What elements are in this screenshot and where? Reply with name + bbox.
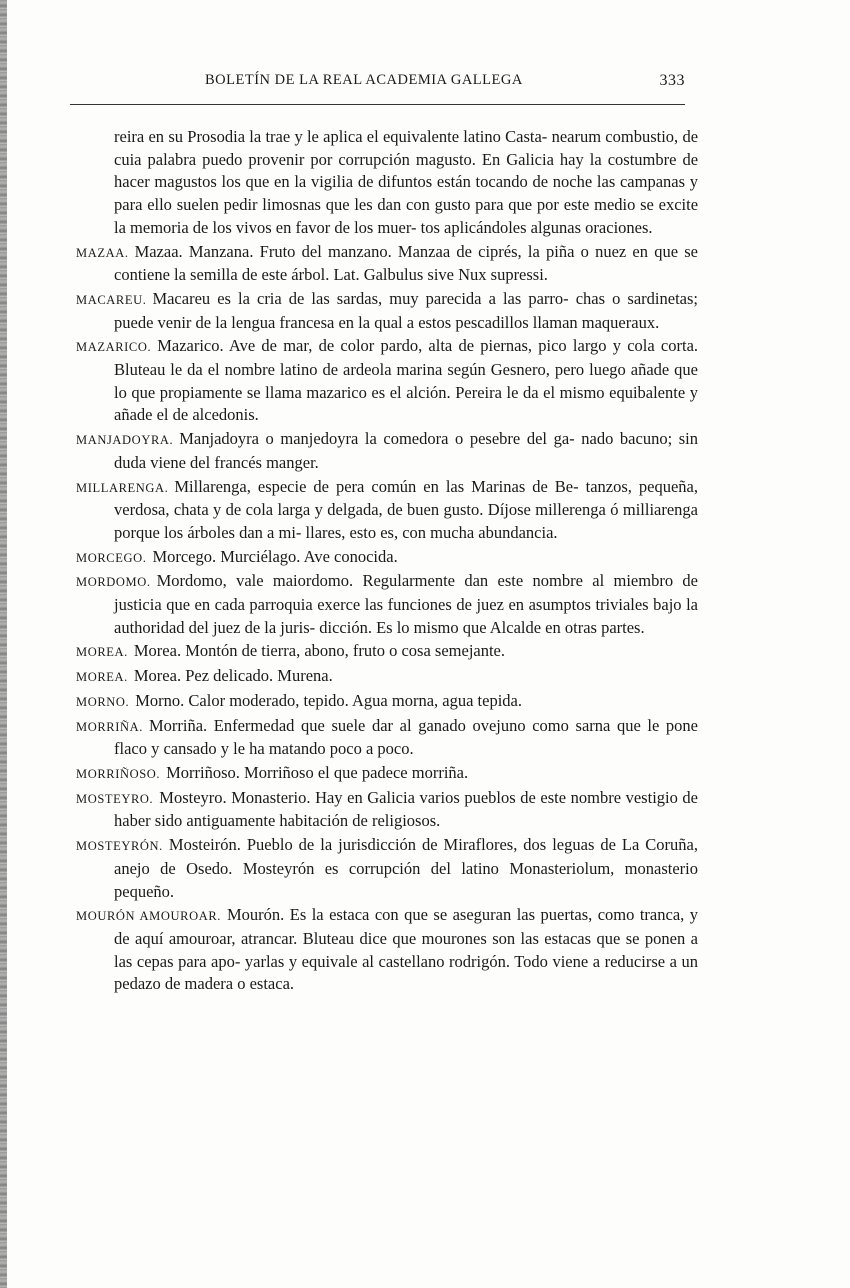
entry-text-line: reira en su Prosodia la trae y le aplica el equivalente latino Casta-: [114, 127, 548, 146]
entry-headword: MOSTEYRÓN.: [76, 839, 163, 854]
entry-text-line: este nombre vestigio de haber sido antiguamente habitación de: [114, 787, 699, 831]
dictionary-entry: [76, 241, 698, 287]
entry-text-line: tos aplicándoles algunas oraciones.: [420, 217, 653, 237]
page-header: [205, 72, 685, 94]
entry-text-line: Mordomo, vale maiordomo. Regularmente dan este nombre: [156, 571, 583, 591]
entry-headword: MAZAA.: [76, 245, 129, 260]
entry-headword: MORNO.: [76, 694, 130, 709]
dictionary-entry: [76, 787, 698, 833]
entry-text-line: este medio se excite la memoria de los vivos en favor de los muer-: [114, 195, 699, 237]
entry-text-line: chas o sardinetas; puede venir de la lengua francesa en la qual a: [114, 288, 698, 332]
entry-text-line: de juez en asumptos triviales bajo la authoridad del juez de la juris-: [114, 595, 698, 637]
entry-headword: MOSTEYRO.: [76, 791, 154, 806]
entry-text-line: yarlas y equivale al castellano rodrigón. Todo viene a reducirse a: [244, 951, 677, 971]
entry-text-line: magusto. En Galicia hay la costumbre de hacer magustos los que: [114, 149, 699, 192]
entry-headword: MORDOMO.: [76, 575, 151, 590]
entry-text-line: Morriñoso. Morriñoso el que padece morriña.: [166, 762, 469, 782]
dictionary-entry: [76, 126, 698, 240]
entry-text-line: Morcego. Murciélago. Ave conocida.: [152, 546, 398, 566]
dictionary-entry: [76, 546, 698, 570]
dictionary-entry: [76, 428, 698, 474]
entry-text-line: Mazaa. Manzana. Fruto del manzano.: [134, 241, 392, 261]
entry-text-line: Manjadoyra o manjedoyra la comedora o pesebre del ga-: [179, 429, 575, 449]
entry-text-line: Morriña. Enfermedad que suele dar al ganado ovejuno como: [148, 715, 569, 735]
entry-text-line: gusto. Díjose millerenga ó milliarenga porque los árboles dan a mi-: [114, 500, 698, 542]
entry-headword: MACAREU.: [76, 292, 147, 307]
entry-text-line: dicción. Es lo mismo que Alcalde en otras partes.: [319, 617, 645, 637]
entry-headword: MOREA.: [76, 645, 128, 660]
dictionary-entry: [76, 288, 698, 334]
entry-headword: MOURÓN AMOUROAR.: [76, 909, 221, 924]
entry-text-line: sarna que le pone flaco y cansado y le ha matando poco a poco.: [114, 715, 699, 759]
header-rule: [70, 104, 685, 105]
entry-text-line: este árbol. Lat. Galbulus sive Nux supressi.: [261, 265, 548, 285]
entry-text-line: Macareu es la cria de las sardas, muy parecida a las parro-: [152, 288, 569, 308]
entry-headword: MOREA.: [76, 670, 128, 685]
entry-text-line: Manzaa de ciprés, la piña o nuez en que se contiene la semilla de: [114, 241, 699, 285]
dictionary-entry: [76, 570, 698, 639]
entry-text-line: Mosteyro. Monasterio. Hay en Galicia varios pueblos de: [159, 787, 536, 807]
entry-text-line: el de alcedonis.: [156, 405, 259, 425]
entry-text-line: puertas, como tranca, y de aquí amouroar, atrancar. Bluteau dice: [114, 905, 698, 948]
dictionary-entry: [76, 762, 698, 786]
dictionary-entry: [76, 690, 698, 714]
entry-text-line: mazarico es el alción. Pereira le da el mismo equibalente y añade: [114, 382, 698, 425]
dictionary-entry: [76, 715, 698, 761]
entry-text-line: llares, esto es, con mucha abundancia.: [305, 522, 558, 542]
entry-text-line: leguas de La Coruña, anejo de Osedo. Mosteyrón es corrupción del: [114, 835, 698, 878]
entry-text-line: Mazarico. Ave de mar, de color pardo, alta de piernas, pico: [157, 336, 567, 356]
entry-text-line: religiosos.: [371, 811, 441, 831]
entry-headword: MORRIÑOSO.: [76, 766, 161, 781]
entry-text-line: largo y cola corta. Bluteau le da el nombre latino de ardeola marina: [114, 336, 699, 380]
dictionary-body: [76, 126, 698, 996]
entry-text-line: Mosteirón. Pueblo de la jurisdicción de Miraflores, dos: [168, 835, 547, 855]
entry-text-line: estos pescadillos llaman maqueraux.: [418, 312, 660, 332]
running-title: BOLETÍN DE LA REAL ACADEMIA GALLEGA: [205, 72, 523, 88]
entry-text-line: Morea. Pez delicado. Murena.: [133, 666, 333, 686]
dictionary-entry: [76, 834, 698, 903]
dictionary-entry: [76, 665, 698, 689]
page-number: 333: [659, 72, 685, 89]
entry-text-line: un pedazo de madera o estaca.: [114, 951, 699, 994]
entry-text-line: latino Monasteriolum, monasterio pequeño.: [114, 858, 699, 901]
dictionary-entry: [76, 904, 698, 996]
entry-text-line: Mourón. Es la estaca con que se aseguran las: [226, 905, 536, 925]
entry-text-line: Morno. Calor moderado, tepido. Agua morna, agua tepida.: [135, 690, 523, 710]
entry-text-line: nado bacuno; sin duda viene del francés manger.: [114, 429, 698, 472]
entry-text-line: ello suelen pedir limosnas que les dan con gusto para que por: [147, 195, 559, 215]
entry-text-line: según Gesnero, pero luego añade que lo que propiamente se llama: [114, 360, 699, 402]
entry-text-line: que mourones son las estacas que se ponen a las cepas para apo-: [114, 928, 698, 971]
entry-text-line: nearum combustio, de cuia palabra puedo provenir por corrupción: [114, 127, 699, 169]
entry-headword: MAZARICO.: [76, 340, 152, 355]
entry-text-line: Morea. Montón de tierra, abono, fruto o cosa semejante.: [133, 641, 506, 661]
entry-headword: MORCEGO.: [76, 550, 147, 565]
dictionary-entry: [76, 640, 698, 664]
dictionary-entry: [76, 476, 698, 545]
entry-headword: MANJADOYRA.: [76, 433, 174, 448]
page-edge-shadow: [0, 0, 7, 1288]
entry-headword: MILLARENGA.: [76, 480, 169, 495]
entry-headword: MORRIÑA.: [76, 719, 143, 734]
entry-text-line: Millarenga, especie de pera común en las Marinas de Be-: [174, 476, 579, 496]
entry-text-line: en la vigilia de difuntos están tocando de noche las campanas y para: [114, 172, 698, 215]
entry-text-line: al miembro de justicia que en cada parroquia exerce las funciones: [114, 571, 698, 615]
entry-text-line: tanzos, pequeña, verdosa, chata y de cola larga y delgada, de buen: [114, 476, 698, 520]
dictionary-entry: [76, 335, 698, 427]
